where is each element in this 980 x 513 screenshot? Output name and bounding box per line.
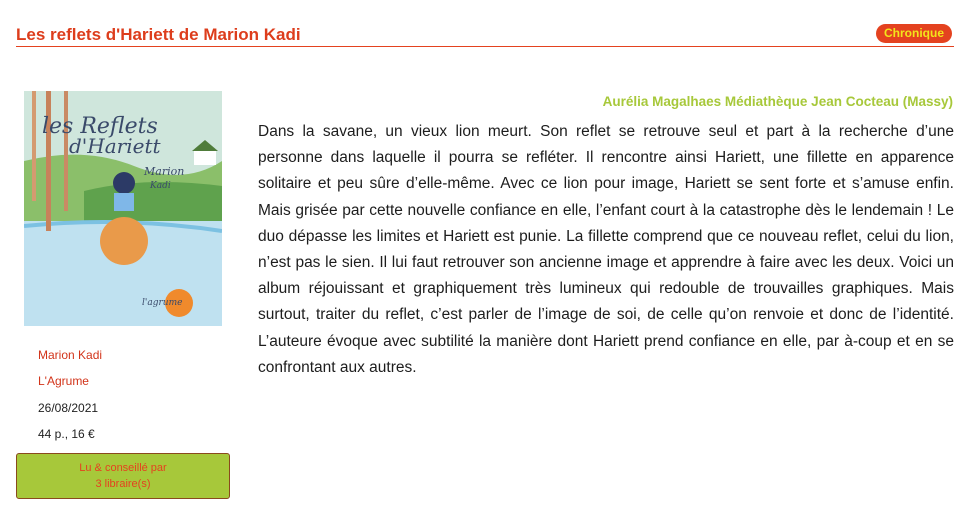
book-details: 44 p., 16 €	[38, 427, 95, 441]
cover-title-line2: d'Hariett	[69, 134, 161, 158]
book-cover-image[interactable]	[24, 91, 222, 326]
review-byline[interactable]: Aurélia Magalhaes Médiathèque Jean Cocteau (Massy)	[602, 94, 953, 109]
book-publisher-link[interactable]: L'Agrume	[38, 374, 89, 388]
page-title[interactable]: Les reflets d'Hariett de Marion Kadi	[16, 25, 301, 44]
cover-publisher: l'agrume	[142, 298, 183, 308]
cover-title-line1: les Reflets	[42, 114, 158, 139]
libraires-count: 3 libraire(s)	[95, 478, 151, 490]
review-text: Dans la savane, un vieux lion meurt. Son reflet se retrouve seul et part à la recherche d’une personne dans laquelle il pourra se refléter. Il rencontre ainsi Hariett, une fillette en apparence solitaire et peu sûre d’elle-même. Avec ce lion pour image, Hariett se sent forte et s’amuse enfin. Mais grisée par cette nouvelle confiance en elle, l’enfant court à la catastrophe dès le lendemain ! Le duo dépasse les limites et Hariett est punie. La fillette comprend que ce nouveau reflet, celui du lion, n’est pas le sien. Il lui faut retrouver son ancienne image et apprendre à faire avec les deux. Voici un album réjouissant et graphiquement très lumineux qui redouble de trouvailles graphiques. Mais surtout, traiter du reflet, c’est parler de l’image de soi, de celle qu’on renvoie et donc de l’identité. L’auteure évoque avec subtilité la manière dont Hariett prend confiance en elle, par à-coup et en se confrontant aux autres.	[258, 123, 954, 376]
lu-conseille-label: Lu & conseillé par	[79, 462, 167, 474]
book-date: 26/08/2021	[38, 401, 99, 415]
cover-author: Marion	[144, 165, 185, 178]
book-cover-illustration	[24, 91, 222, 326]
page-header	[16, 20, 954, 47]
book-author-link[interactable]: Marion Kadi	[38, 348, 103, 362]
lu-conseille-button[interactable]	[16, 453, 230, 499]
chronique-badge[interactable]: Chronique	[876, 24, 952, 43]
cover-author2: Kadi	[150, 181, 171, 191]
